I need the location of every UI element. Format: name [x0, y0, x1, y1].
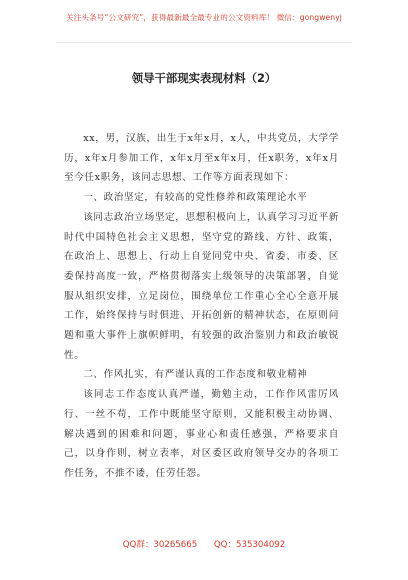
header-divider [56, 42, 352, 43]
header-notice: 关注头条号“公文研究”，获得最新最全最专业的公文资料库！ 微信：gongwenyj [66, 13, 342, 22]
document-title: 领导干部现实表现材料（2） [131, 71, 277, 85]
section-heading-2: 二、作风扎实，有严谨认真的工作态度和敬业精神 [83, 369, 308, 381]
document-body [64, 129, 339, 484]
footer-qq: QQ：535304092 [213, 540, 286, 550]
paragraph-intro: xx，男，汉族，出生于x年x月，x人，中共党员，大学学历，x年x月参加工作，x年x月至x年x月，任x职务，x年x月至今任x职务，该同志思想、工作等方面表现如下： [64, 133, 339, 184]
paragraph-section-2: 该同志工作态度认真严谨，勤勉主动，工作作风雷厉风行、一丝不苟，工作中既能坚守原则，又能积极主动协调、解决遇到的困难和问题，事业心和责任感强，严格要求自己，以身作则，树立表率，对区委区政府领导交办的各项工作任务，不推不诿，任劳任怨。 [64, 389, 339, 479]
section-heading-1: 一、政治坚定，有较高的党性修养和政策理论水平 [83, 192, 308, 204]
paragraph-section-1: 该同志政治立场坚定，思想积极向上，认真学习习近平新时代中国特色社会主义思想，坚守党的路线、方针、政策，在政治上、思想上、行动上自觉同党中央、省委、市委、区委保持高度一致，严格贯彻落实上级领导的决策部署，自觉服从组织安排，立足岗位，围绕单位工作重心全心全意开展工作，始终保持与时俱进、开拓创新的精神状态，在原则问题和重大事件上旗帜鲜明，有较强的政治鉴别力和政治敏锐性。 [64, 211, 339, 361]
footer-qq-group: QQ群：30265665 [122, 540, 198, 550]
footer-contact [0, 538, 408, 550]
